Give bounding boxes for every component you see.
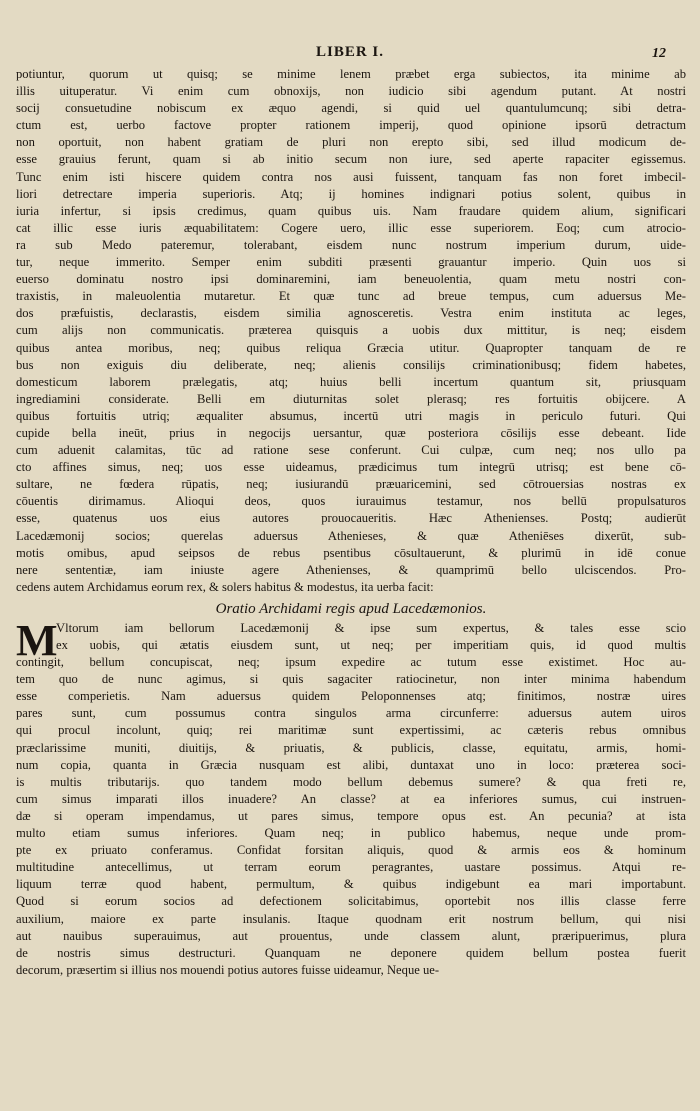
speech-opening [16, 620, 686, 654]
text-line: quibus fortuitis utriq; æqualiter absumus, incertū utri magis in periculo futuri. Qui [16, 408, 686, 423]
text-line: præclarissime muniti, diuitijs, & priuatis, & publicis, classe, equitatu, armis, homi- [16, 740, 686, 755]
text-line: socij consuetudine nobiscum ex æquo agendi, si quid uel quantulumcunq; sibi detra- [16, 101, 686, 116]
text-line: multo etiam sumus inferiores. Quam neq; in publico habemus, neque unde prom- [16, 826, 686, 841]
text-line: ex uobis, qui ætatis eiusdem sunt, ut neq; per imperitiam quis, id quod multis [56, 638, 686, 652]
text-line: aut nauibus superauimus, aut prouentus, unde classem alunt, præripuerimus, plura [16, 928, 686, 943]
text-line: iuria infertur, si ipsis credimus, quam quibus uis. Nam fraudare quidem alium, significari [16, 203, 686, 218]
text-line: ra sub Medo pateremur, tolerabant, eisdem nunc nostrum imperium durum, uide- [16, 237, 686, 252]
text-line: cum simus imparati illos inuadere? An classe? at ea inferiores sumus, cui instruen- [16, 791, 686, 806]
text-line: ingrediamini considerate. Belli em diuturnitas solet plerasq; res fortuitis obijcere. A [16, 391, 686, 406]
text-line: sultare, ne fœdera rūpatis, neq; iusiurandū præuaricemini, sed cōtrouersias nostras ex [16, 477, 686, 492]
running-head: LIBER I. [315, 44, 385, 60]
speech-heading: Oratio Archidami regis apud Lacedæmonios. [215, 600, 487, 617]
page-header [0, 44, 700, 66]
text-line: is multis tributarijs. quo tandem modo bellum debemus sumere? & qua freti re, [16, 774, 686, 789]
text-line: num copia, quanta in Græcia nusquam est alibi, duntaxat uno in loco: præterea soci- [16, 757, 686, 772]
text-line: cum aduenit calamitas, tūc ad ratione sese conferunt. Cui culpæ, cum neq; nos ullo pa [16, 443, 686, 458]
text-line: cat illic esse iuris æquabilitatem: Cogere uero, illic esse superiorem. Eoq; cum atrocio- [16, 220, 686, 235]
speech-body [16, 654, 686, 979]
text-line: Tunc enim isti hiscere quidem contra nos ausi fuissent, tanquam fas non foret imbecil- [16, 169, 686, 184]
text-line: pte ex priuato conferamus. Confidat forsitan aliquis, quod & armis eos & hominum [16, 843, 686, 858]
text-line: domesticum laborem prælegatis, atq; huius belli incertum quantum sit, priusquam [16, 374, 686, 389]
text-line: ctum est, uerbo factove propter rationem imperij, quod opinione ipsorū detractum [16, 118, 686, 133]
text-line: Quod si eorum socios ad defectionem solicitabimus, oportebit nos illis classe ferre [16, 894, 686, 909]
text-line: qui procul incolunt, quiq; rei maritimæ sunt expertissimi, ac cæteris rebus omnibus [16, 723, 686, 738]
text-line: motis omibus, apud seipsos de rebus psentibus cōsultauerunt, & plurimū in idē conue [16, 545, 686, 560]
text-line: Vltorum iam bellorum Lacedæmonij & ipse sum expertus, & tales esse scio [56, 620, 686, 635]
text-line: euerso dominatu nostro ipsi dominaremini, iam beneuolentia, quam metu nostri con- [16, 272, 686, 287]
text-line: bus non exiguis diu deliberate, neq; alienis consilijs criminationibusq; fidem habetes, [16, 357, 686, 372]
text-line: illis uituperatur. Vi enim cum obnoxijs, non iudicio sibi agendum putant. At nostri [16, 84, 686, 99]
text-line: esse, quatenus uos eius autores prouocaueritis. Hæc Athenienses. Postq; audierūt [16, 511, 686, 526]
text-line: liquum terræ quod habent, permultum, & quibus indigebunt ea mari importabunt. [16, 877, 686, 892]
text-line: de nostris simus destructuri. Quanquam ne deponere quidem bellum postea fuerit [16, 945, 686, 960]
text-line: Lacedæmonij socios; querelas aduersus Athenieses, & quæ Atheniēses dixerūt, sub- [16, 528, 686, 543]
text-line: decorum, præsertim si illius nos mouendi potius autores fuisse uideamur, Neque ue- [16, 962, 440, 977]
page-number: 12 [652, 46, 666, 61]
text-line: cedens autem Archidamus eorum rex, & solers habitus & modestus, ita uerba facit: [16, 579, 434, 594]
speech-text [16, 615, 686, 979]
text-block [16, 66, 686, 979]
text-line: potiuntur, quorum ut quisq; se minime lenem præbet erga subiectos, ita minime ab [16, 67, 686, 81]
text-line: quibus antea moribus, neq; quibus reliqua Græcia utitur. Quapropter tanquam de re [16, 340, 686, 355]
text-line: auxilium, maiore ex parte insulanis. Itaque quodnam erit nostrum bellum, qui nisi [16, 911, 686, 926]
text-line: tem quo de nunc agimus, si quis sagaciter ratiocinetur, non inter minima habendum [16, 672, 686, 687]
text-line: multitudine antecellimus, ut terram eorum peragrantes, uastare possimus. Atqui re- [16, 860, 686, 875]
text-line: non oportuit, non habent gratiam de pluri non erepto sibi, sed illud modicum de- [16, 135, 686, 150]
text-line: cto affines simus, neq; uos esse uideamus, prædicimus tum integrū utrisq; est bene cō- [16, 460, 686, 475]
text-line: cupide bella ineūt, prius in negocijs uersantur, quæ posteriora cōsilijs esse debeant. Iide [16, 425, 686, 440]
text-line: esse comperietis. Nam aduersus quidem Peloponnenses atq; finitimos, nostræ uires [16, 689, 686, 704]
text-line: contingit, bellum concupiscat, neq; ipsum expedire ac tutum esse existimet. Hoc au- [16, 655, 686, 670]
text-line: esse grauius ferunt, quam si ab initio secum non iure, sed aperte rapaciter egissemus. [16, 152, 686, 167]
text-line: liori detrectare imperia superioris. Atq; ij homines indignari potius solent, quibus in [16, 186, 686, 201]
text-line: nere sententiæ, iam iniuste agere Athenienses, & quamprimū bello ulciscendos. Pro- [16, 562, 686, 577]
text-line: traxistis, in maleuolentia mutaretur. Et quæ tunc ad breue tempus, cum aduersus Me- [16, 289, 686, 304]
text-line: cum alijs non communicatis. præterea quisquis a uobis dux mittitur, is neq; eisdem [16, 323, 686, 338]
text-line: pares sunt, cum possumus contra singulos arma circunferre: aduersus autem uiros [16, 706, 686, 721]
text-line: cōuentis dirimamus. Alioqui deos, quos iurauimus testamur, nos bellū propulsaturos [16, 494, 686, 509]
text-line: tur, neque immerito. Semper enim subditi præsenti grauantur imperio. Quin uos si [16, 255, 686, 270]
body-text [16, 66, 686, 596]
text-line: dos præfuistis, declarastis, eisdem similia agnosceretis. Vestra enim instituta ac leges, [16, 306, 686, 321]
text-line: dæ si operam impendamus, ut pares simus, tempore opus est. An pecunia? at ista [16, 808, 686, 823]
drop-initial: M [16, 615, 58, 665]
